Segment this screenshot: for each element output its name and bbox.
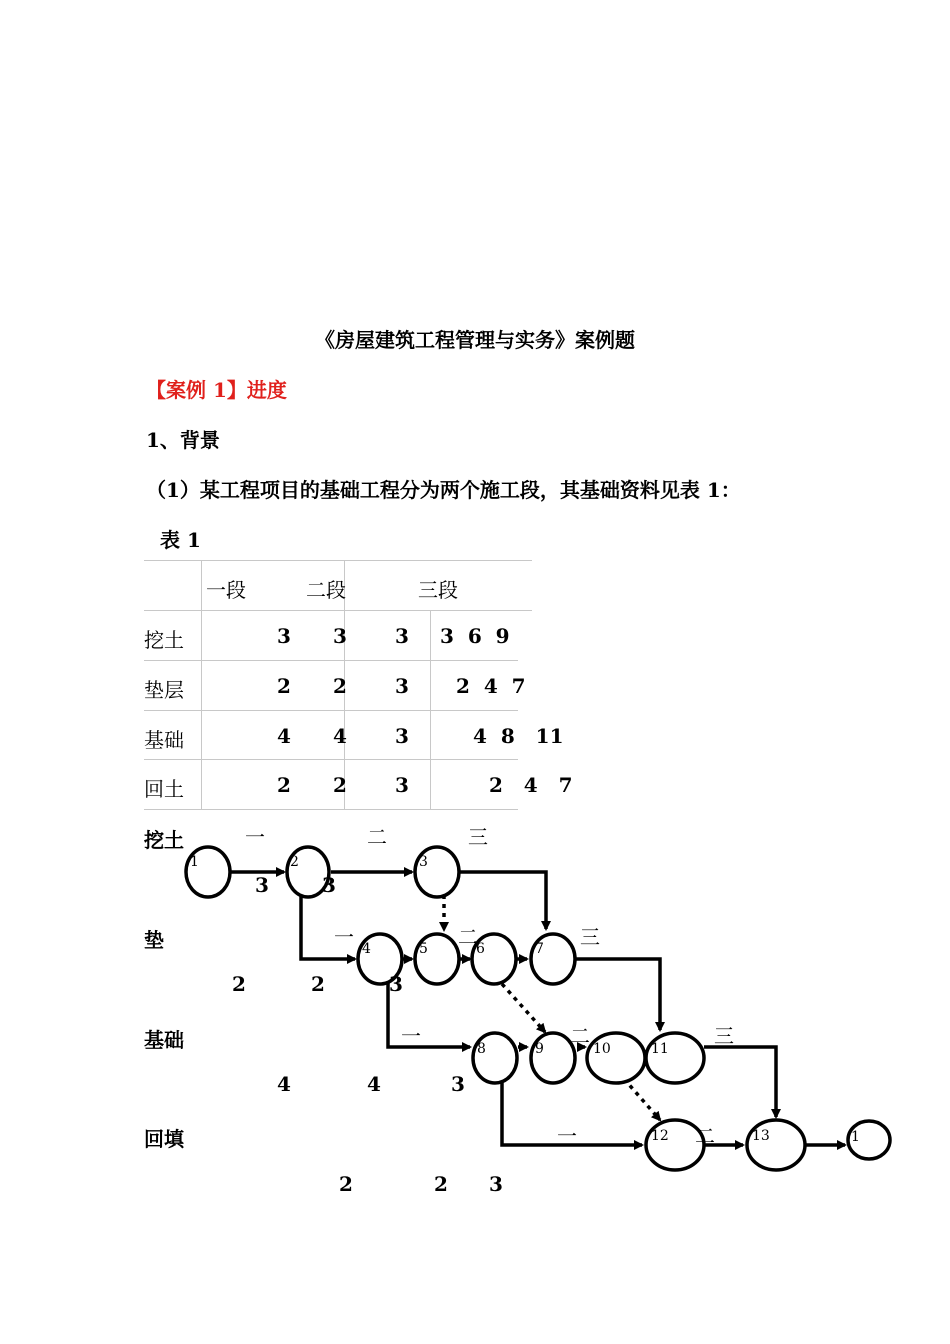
segment-label: 二	[367, 825, 387, 849]
activity-arrow	[460, 872, 546, 929]
segment-label: 一	[334, 925, 354, 949]
event-nodes	[186, 847, 890, 1170]
segment-label: 三	[714, 1024, 734, 1048]
table-row-name: 挖土	[144, 628, 184, 652]
case-heading: 【案例 1】进度	[146, 378, 287, 402]
node-number: 11	[651, 1041, 669, 1057]
table-cell: 2	[333, 674, 347, 698]
node-number: 3	[419, 854, 428, 870]
table-header: 一段	[206, 578, 246, 602]
table-cell-cumulative: 3 6 9	[440, 624, 510, 648]
table-cell-cumulative: 2 4 7	[489, 773, 573, 797]
duration-label: 2	[311, 972, 325, 996]
table-cell: 4	[277, 724, 291, 748]
table-header: 三段	[418, 578, 458, 602]
duration-label: 3	[255, 873, 269, 897]
document-title: 《房屋建筑工程管理与实务》案例题	[315, 328, 635, 352]
segment-label: 一	[557, 1124, 577, 1148]
node-number: 1	[190, 854, 199, 870]
segment-label: 三	[580, 925, 600, 949]
table-row-name: 基础	[144, 728, 184, 752]
table-cell: 3	[277, 624, 291, 648]
node-number: 7	[535, 941, 544, 957]
network-row-label: 垫	[144, 928, 164, 952]
network-row-label: 回填	[144, 1127, 184, 1151]
node-number: 9	[535, 1041, 544, 1057]
node-number: 5	[419, 941, 428, 957]
node-number: 6	[476, 941, 485, 957]
table-cell: 2	[277, 674, 291, 698]
duration-label: 2	[339, 1172, 353, 1196]
segment-label: 二	[458, 925, 478, 949]
node-number: 13	[752, 1128, 770, 1144]
table-label: 表 1	[160, 528, 201, 552]
duration-label: 2	[232, 972, 246, 996]
node-number: 4	[362, 941, 371, 957]
duration-label: 3	[389, 972, 403, 996]
duration-label: 4	[277, 1072, 291, 1096]
table-cell: 3	[395, 624, 409, 648]
node-number: 1	[851, 1129, 860, 1145]
section-heading: 1、背景	[146, 428, 220, 452]
table-cell: 2	[277, 773, 291, 797]
table-cell: 3	[395, 773, 409, 797]
dummy-arrow	[502, 984, 545, 1032]
table-cell: 2	[333, 773, 347, 797]
node-number: 10	[593, 1041, 611, 1057]
activity-arrows	[231, 872, 845, 1145]
activity-arrow	[576, 959, 660, 1030]
activity-arrow	[704, 1047, 776, 1117]
network-row-label: 挖土	[144, 828, 184, 852]
node-number: 8	[477, 1041, 486, 1057]
dummy-arrows	[444, 886, 660, 1120]
table-cell: 3	[395, 674, 409, 698]
table-cell: 3	[333, 624, 347, 648]
segment-label: 一	[401, 1024, 421, 1048]
background-paragraph: （1）某工程项目的基础工程分为两个施工段，其基础资料见表 1：	[146, 478, 741, 502]
segment-label: 二	[570, 1024, 590, 1048]
table-cell-cumulative: 2 4 7	[456, 674, 526, 698]
duration-label: 3	[322, 873, 336, 897]
table-header: 二段	[306, 578, 346, 602]
duration-label: 2	[434, 1172, 448, 1196]
duration-label: 3	[451, 1072, 465, 1096]
duration-label: 4	[367, 1072, 381, 1096]
table-cell-cumulative: 4 8 11	[473, 724, 564, 748]
network-row-label: 基础	[144, 1028, 184, 1052]
node-number: 2	[290, 854, 299, 870]
table-cell: 4	[333, 724, 347, 748]
node-number: 12	[651, 1128, 669, 1144]
table-cell: 3	[395, 724, 409, 748]
segment-label: 三	[468, 825, 488, 849]
table-row-name: 回土	[144, 777, 184, 801]
table-row-name: 垫层	[144, 678, 184, 702]
segment-label: 二	[695, 1124, 715, 1148]
duration-label: 3	[489, 1172, 503, 1196]
segment-label: 一	[245, 825, 265, 849]
